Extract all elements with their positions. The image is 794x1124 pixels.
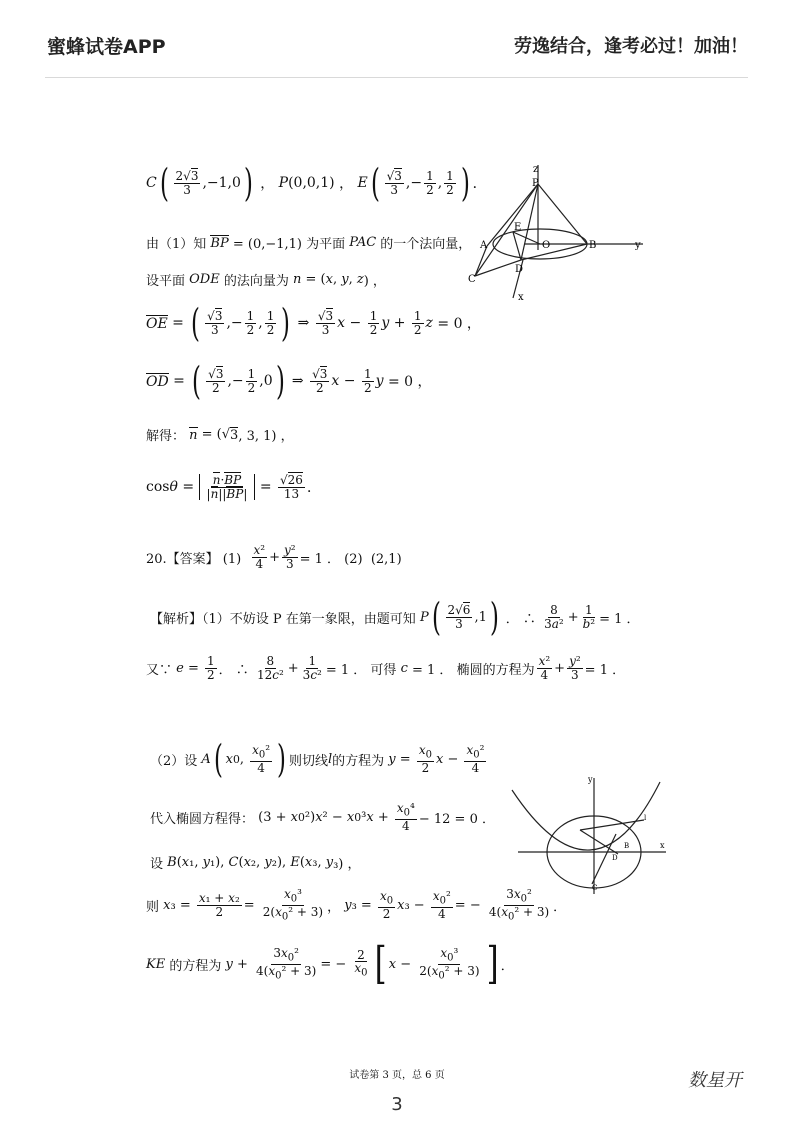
label-y: y [588,775,593,784]
header-divider [45,77,748,78]
midpoint-e: 则 x ₃ = $\frac{\text{x₁ + x₂}}{2}$ = $\frac{x_0^3}{2(x_0^2 + 3)}$ ， y ₃ = $\frac{x_0}{2}$ x ₃ − $\frac{x_0^2}{4}$ = − $\frac{3x_0^2}{4(x_0^2 + 3)}$ ． [146,887,567,923]
coordinate-line: C ( $\frac{2√3}{3}$ ,−1,0 ) ， P (0,0,1) ， E ( $\frac{√3}{3}$ ,− $\frac{1}{2}$ , $\frac{1}{2}$ ) ． [146,161,487,205]
cos-theta: cos θ = $\frac{n\cdot BP}{|n||BP|}$ = $\frac{√26}{13}$ ． [146,473,321,501]
normal-vector-line-1: 由（1）知 BP = (0,−1,1) 为平面 PAC 的一个法向量， [146,235,472,252]
label-x: x [518,292,524,303]
label-l: l [644,814,647,822]
analysis-2: 又∵ e = $\frac{1}{2}$ ． ∴ $\frac{8}{\text{12c²}}$ + $\frac{1}{\text{3c²}}$ = 1 ． 可得 c = 1 ． 椭圆的方程为 $\frac{\text{x²}}{4}$ + $\frac{\text{y²}}{3}$ = 1 ． [146,654,626,682]
ke-equation: KE 的方程为 y + $\frac{3x_0^2}{4(x_0^2 + 3)}$ = − $\frac{2}{x_0}$ [ x − $\frac{x_0^3}{2(x_0^2 + 3)}$ ] ． [146,938,514,989]
substitution: 代入椭圆方程得： (3 + x 0 ²) x ² − x 0 ³ x + $\frac{x_0^4}{4}$ − 12 = 0 ． [150,801,495,833]
cone-diagram [465,160,655,305]
label-e: E [514,222,522,233]
label-c: C [468,274,476,285]
page-footer: 试卷第 3 页，总 6 页 [349,1070,445,1081]
tangent-line [580,820,644,830]
label-o: O [542,240,551,251]
ed-edge [513,232,521,260]
label-y: y [635,240,641,251]
points-bce: 设 B ( x ₁, y ₁), C ( x ₂, y ₂), E ( x ₃, y ₃) ， [150,855,361,872]
db-edge [521,244,587,260]
pa-edge [487,184,538,246]
watermark: 数星开 [688,1070,742,1091]
page-number: 3 [391,1094,403,1115]
part2-tangent: （2）设 A ( x 0 , $\frac{x_0^2}{4}$ ) 则切线 l 的方程为 y = $\frac{x_0}{2}$ x − $\frac{x_0^2}{4}$ [150,737,485,781]
header [0,0,794,78]
label-a: A [480,240,488,251]
label-d: D [515,264,524,275]
label-x: x [660,841,665,850]
pb-edge [538,184,587,244]
answer-20: 20.【答案】 (1) $\frac{\text{x²}}{4}$ + $\frac{\text{y²}}{3}$ = 1 ． (2) (2,1) [146,543,402,571]
brand-title: 蜜蜂试卷APP [47,36,166,58]
solution-n: 解得： n = (√ 3 , 3, 1) ， [146,427,294,444]
od-equation: OD = ( $\frac{√3}{2}$ ,− $\frac{1}{2}$ ,0 ) ⇒ $\frac{√3}{2}$ x − $\frac{1}{2}$ y = 0 ， [146,359,432,403]
label-b: B [589,240,597,251]
label-p: P [532,178,539,189]
label-d: D [612,854,618,862]
analysis-1: 【解析】（1）不妨设 P 在第一象限，由题可知 P ( $\frac{2√6}{3}$ ,1 ) ． ∴ $\frac{8}{\text{3a²}}$ + $\frac{1}{\text{b²}}$ = 1 ． [150,595,640,639]
ellipse-parabola-diagram [508,772,673,897]
header-slogan: 劳逸结合，逢考必过！加油！ [514,36,748,57]
label-z: z [533,164,539,175]
label-b: B [624,842,630,850]
label-c: C [592,884,598,892]
normal-vector-line-2: 设平面 ODE 的法向量为 n = ( x , y , z ) ， [146,272,386,289]
oe-equation: OE = ( $\frac{√3}{3}$ ,− $\frac{1}{2}$ , $\frac{1}{2}$ ) ⇒ $\frac{√3}{3}$ x − $\frac{1}{2}$ y + $\frac{1}{2}$ z = 0 ， [146,301,481,345]
